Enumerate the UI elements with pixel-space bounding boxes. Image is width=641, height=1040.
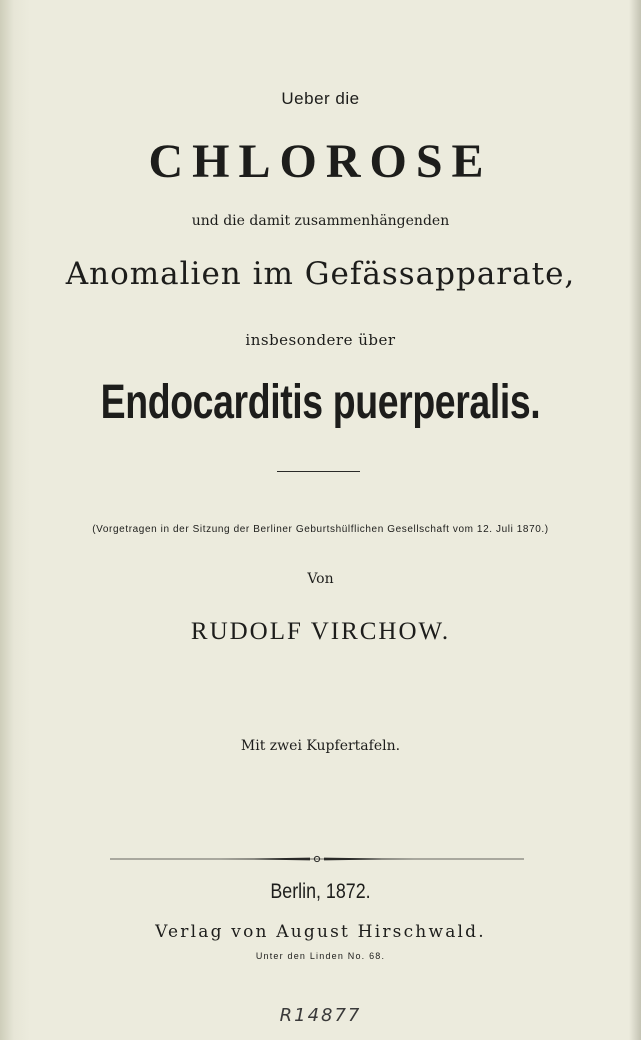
lecture-note: (Vorgetragen in der Sitzung der Berliner Geburtshülflichen Gesellschaft vom 12. Juli 1870.) [92,524,549,535]
divider-rule [277,471,360,472]
plates-note: Mit zwei Kupfertafeln. [240,738,401,754]
place-year: Berlin, 1872. [270,880,371,903]
title-connector: und die damit zusammenhängenden [191,213,450,229]
author-name: RUDOLF VIRCHOW. [190,618,451,645]
publisher-address: Unter den Linden No. 68. [255,951,386,961]
ornamental-rule [110,853,524,865]
title-anomalies: Anomalien im Gefässapparate, [65,256,576,292]
subtitle: Endocarditis puerperalis. [100,376,541,429]
publisher: Verlag von August Hirschwald. [155,922,486,942]
title-intro: Ueber die [281,89,360,108]
main-title: CHLOROSE [148,135,493,188]
shelf-mark: R14877 [279,1005,362,1026]
title-especially: insbesondere über [245,331,396,349]
by-line: Von [307,571,334,587]
